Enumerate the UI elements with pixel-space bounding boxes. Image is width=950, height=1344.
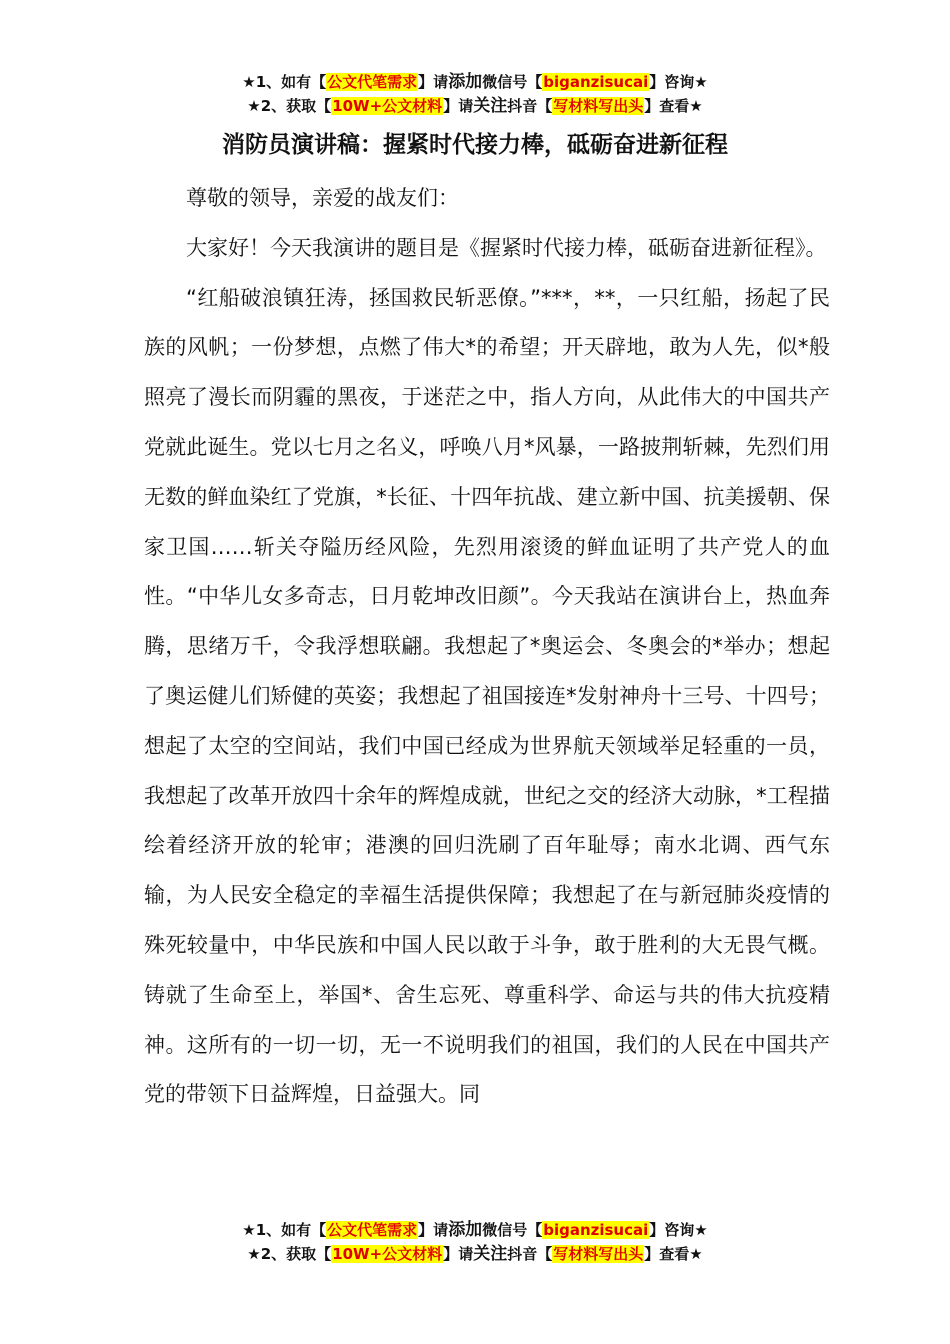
banner-emphasis: 关注: [473, 96, 508, 116]
banner-text: ★1、如有【: [242, 73, 327, 91]
banner-text: 】查看★: [644, 1245, 703, 1263]
banner-text: 抖音【: [507, 1245, 553, 1263]
banner-text: 】请: [418, 73, 449, 91]
banner-text: 微信号【: [482, 1221, 543, 1239]
highlight-materials: 10W+公文材料: [332, 1245, 443, 1263]
highlight-douyin: 写材料写出头: [553, 1245, 644, 1263]
banner-text: 】查看★: [644, 97, 703, 115]
document-title: 消防员演讲稿：握紧时代接力棒，砥砺奋进新征程: [222, 132, 728, 158]
banner-text: 微信号【: [482, 73, 543, 91]
highlight-wechat-id: biganzisucai: [543, 1221, 649, 1239]
banner-text: 】咨询★: [649, 1221, 708, 1239]
banner-text: ★2、获取【: [247, 1245, 332, 1263]
paragraph: “红船破浪镇狂涛，拯国救民斩恶僚。”***，**，一只红船，扬起了民族的风帆；一份梦想，点燃了伟大*的希望；开天辟地，敢为人先，似*般照亮了漫长而阴霾的黑夜，于迷茫之中，指人方向，从此伟大的中国共产党就此诞生。党以七月之名义，呼唤八月*风暴，一路披荆斩棘，先烈们用无数的鲜血染红了党旗，*长征、十四年抗战、建立新中国、抗美援朝、保家卫国……斩关夺隘历经风险，先烈用滚烫的鲜血证明了共产党人的血性。“中华儿女多奇志，日月乾坤改旧颜”。今天我站在演讲台上，热血奔腾，思绪万千，令我浮想联翩。我想起了*奥运会、冬奥会的*举办；想起了奥运健儿们矫健的英姿；我想起了祖国接连*发射神舟十三号、十四号；想起了太空的空间站，我们中国已经成为世界航天领域举足轻重的一员，我想起了改革开放四十余年的辉煌成就，世纪之交的经济大动脉，*工程描绘着经济开放的轮审；港澳的回归洗刷了百年耻辱；南水北调、西气东输，为人民安全稳定的幸福生活提供保障；我想起了在与新冠肺炎疫情的殊死较量中，中华民族和中国人民以敢于斗争，敢于胜利的大无畏气概。铸就了生命至上，举国*、舍生忘死、尊重科学、命运与共的伟大抗疫精神。这所有的一切一切，无一不说明我们的祖国，我们的人民在中国共产党的带领下日益辉煌，日益强大。同: [144, 285, 830, 1107]
speech-body: [144, 174, 830, 1120]
highlight-wechat-id: biganzisucai: [543, 73, 649, 91]
highlight-materials: 10W+公文材料: [332, 97, 443, 115]
banner-text: ★1、如有【: [242, 1221, 327, 1239]
banner-line-1: [0, 1218, 950, 1242]
salutation: 尊敬的领导，亲爱的战友们：: [186, 186, 459, 210]
highlight-service: 公文代笔需求: [327, 1221, 418, 1239]
banner-emphasis: 关注: [473, 1244, 508, 1264]
banner-emphasis: 添加: [448, 1220, 483, 1240]
banner-text: 】请: [443, 97, 474, 115]
paragraph: 大家好！今天我演讲的题目是《握紧时代接力棒，砥砺奋进新征程》。: [186, 235, 827, 260]
top-banner: [0, 70, 950, 118]
highlight-service: 公文代笔需求: [327, 73, 418, 91]
banner-text: 】请: [418, 1221, 449, 1239]
banner-text: ★2、获取【: [247, 97, 332, 115]
banner-emphasis: 添加: [448, 72, 483, 92]
banner-text: 】咨询★: [649, 73, 708, 91]
banner-line-2: [0, 1242, 950, 1266]
bottom-banner: [0, 1218, 950, 1266]
banner-text: 抖音【: [507, 97, 553, 115]
highlight-douyin: 写材料写出头: [553, 97, 644, 115]
banner-line-2: [0, 94, 950, 118]
banner-line-1: [0, 70, 950, 94]
banner-text: 】请: [443, 1245, 474, 1263]
